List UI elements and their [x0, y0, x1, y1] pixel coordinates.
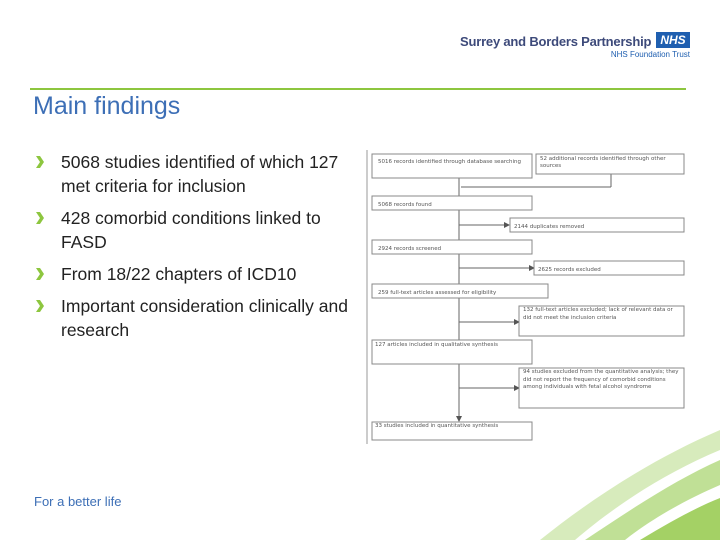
logo-subtitle: NHS Foundation Trust — [610, 50, 690, 59]
prisma-flowchart — [366, 150, 686, 444]
bullet-text: From 18/22 chapters of ICD10 — [61, 264, 297, 284]
flow-box-text: 132 full-text articles excluded; lack of relevant data or did not meet the inclusion criteria — [523, 307, 673, 321]
trust-logo — [460, 32, 690, 66]
flow-box-text: 2924 records screened — [378, 246, 442, 252]
bullet-item — [36, 150, 366, 198]
tagline: For a better life — [34, 494, 122, 509]
slide-title: Main findings — [33, 92, 181, 120]
flow-box-text: 259 full-text articles assessed for eligibility — [378, 290, 497, 296]
bullet-item — [36, 206, 366, 254]
flow-box-text: 127 articles included in qualitative synthesis — [375, 342, 498, 348]
flow-box-text: 5068 records found — [378, 202, 432, 208]
bullet-text: 5068 studies identified of which 127 met criteria for inclusion — [61, 152, 339, 196]
bullet-list — [36, 150, 366, 350]
decorative-swoosh — [500, 430, 720, 540]
title-divider — [30, 88, 686, 90]
logo-name: Surrey and Borders Partnership — [460, 34, 652, 49]
chevron-right-icon — [36, 268, 44, 280]
flow-box-text: 94 studies excluded from the quantitative analysis; they did not report the frequency of comorbid conditions among individuals with fetal alcohol syndrome — [523, 369, 679, 390]
flow-box-text: 2625 records excluded — [538, 267, 601, 273]
chevron-right-icon — [36, 156, 44, 168]
chevron-right-icon — [36, 212, 44, 224]
bullet-item — [36, 262, 366, 286]
flow-box-text: 5016 records identified through database searching — [378, 159, 521, 165]
flow-box-text: 52 additional records identified through other sources — [540, 156, 666, 169]
nhs-badge: NHS — [656, 32, 690, 48]
flow-box-text: 33 studies included in quantitative synthesis — [375, 423, 499, 429]
bullet-text: Important consideration clinically and research — [61, 296, 348, 340]
bullet-text: 428 comorbid conditions linked to FASD — [61, 208, 321, 252]
bullet-item — [36, 294, 366, 342]
flow-box-text: 2144 duplicates removed — [514, 224, 585, 230]
chevron-right-icon — [36, 300, 44, 312]
